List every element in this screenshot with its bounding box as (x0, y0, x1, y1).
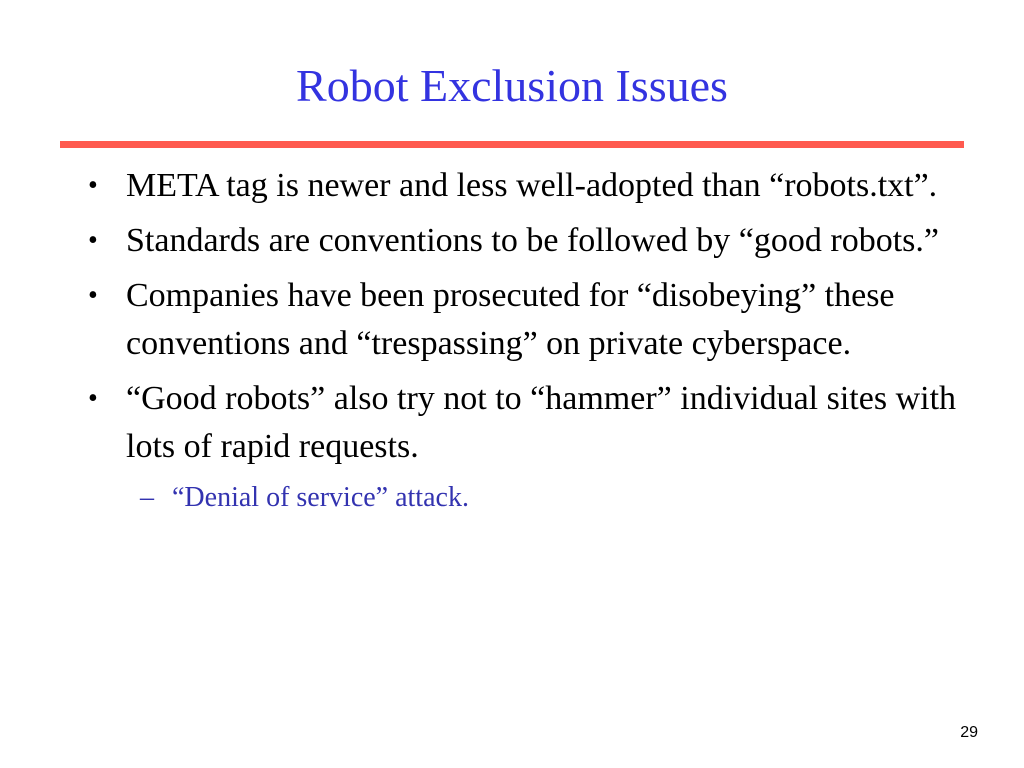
bullet-list (88, 162, 968, 518)
bullet-marker: • (88, 225, 98, 256)
sub-bullet-marker: – (140, 482, 154, 513)
sub-bullet-item (126, 478, 968, 518)
bullet-text: Companies have been prosecuted for “disobeying” these conventions and “trespassing” on private cyberspace. (126, 277, 895, 362)
bullet-item (88, 272, 968, 368)
bullet-item (88, 162, 968, 210)
bullet-marker: • (88, 280, 98, 311)
bullet-text: META tag is newer and less well-adopted than “robots.txt”. (126, 167, 938, 204)
bullet-item (88, 375, 968, 471)
page-number: 29 (960, 724, 978, 741)
bullet-marker: • (88, 170, 98, 201)
title-divider (60, 141, 964, 148)
bullet-text: Standards are conventions to be followed by “good robots.” (126, 222, 939, 259)
bullet-text: “Good robots” also try not to “hammer” individual sites with lots of rapid requests. (126, 380, 957, 465)
bullet-marker: • (88, 383, 98, 414)
bullet-item (88, 217, 968, 265)
slide-title: Robot Exclusion Issues (296, 60, 728, 111)
sub-bullet-text: “Denial of service” attack. (172, 482, 469, 513)
